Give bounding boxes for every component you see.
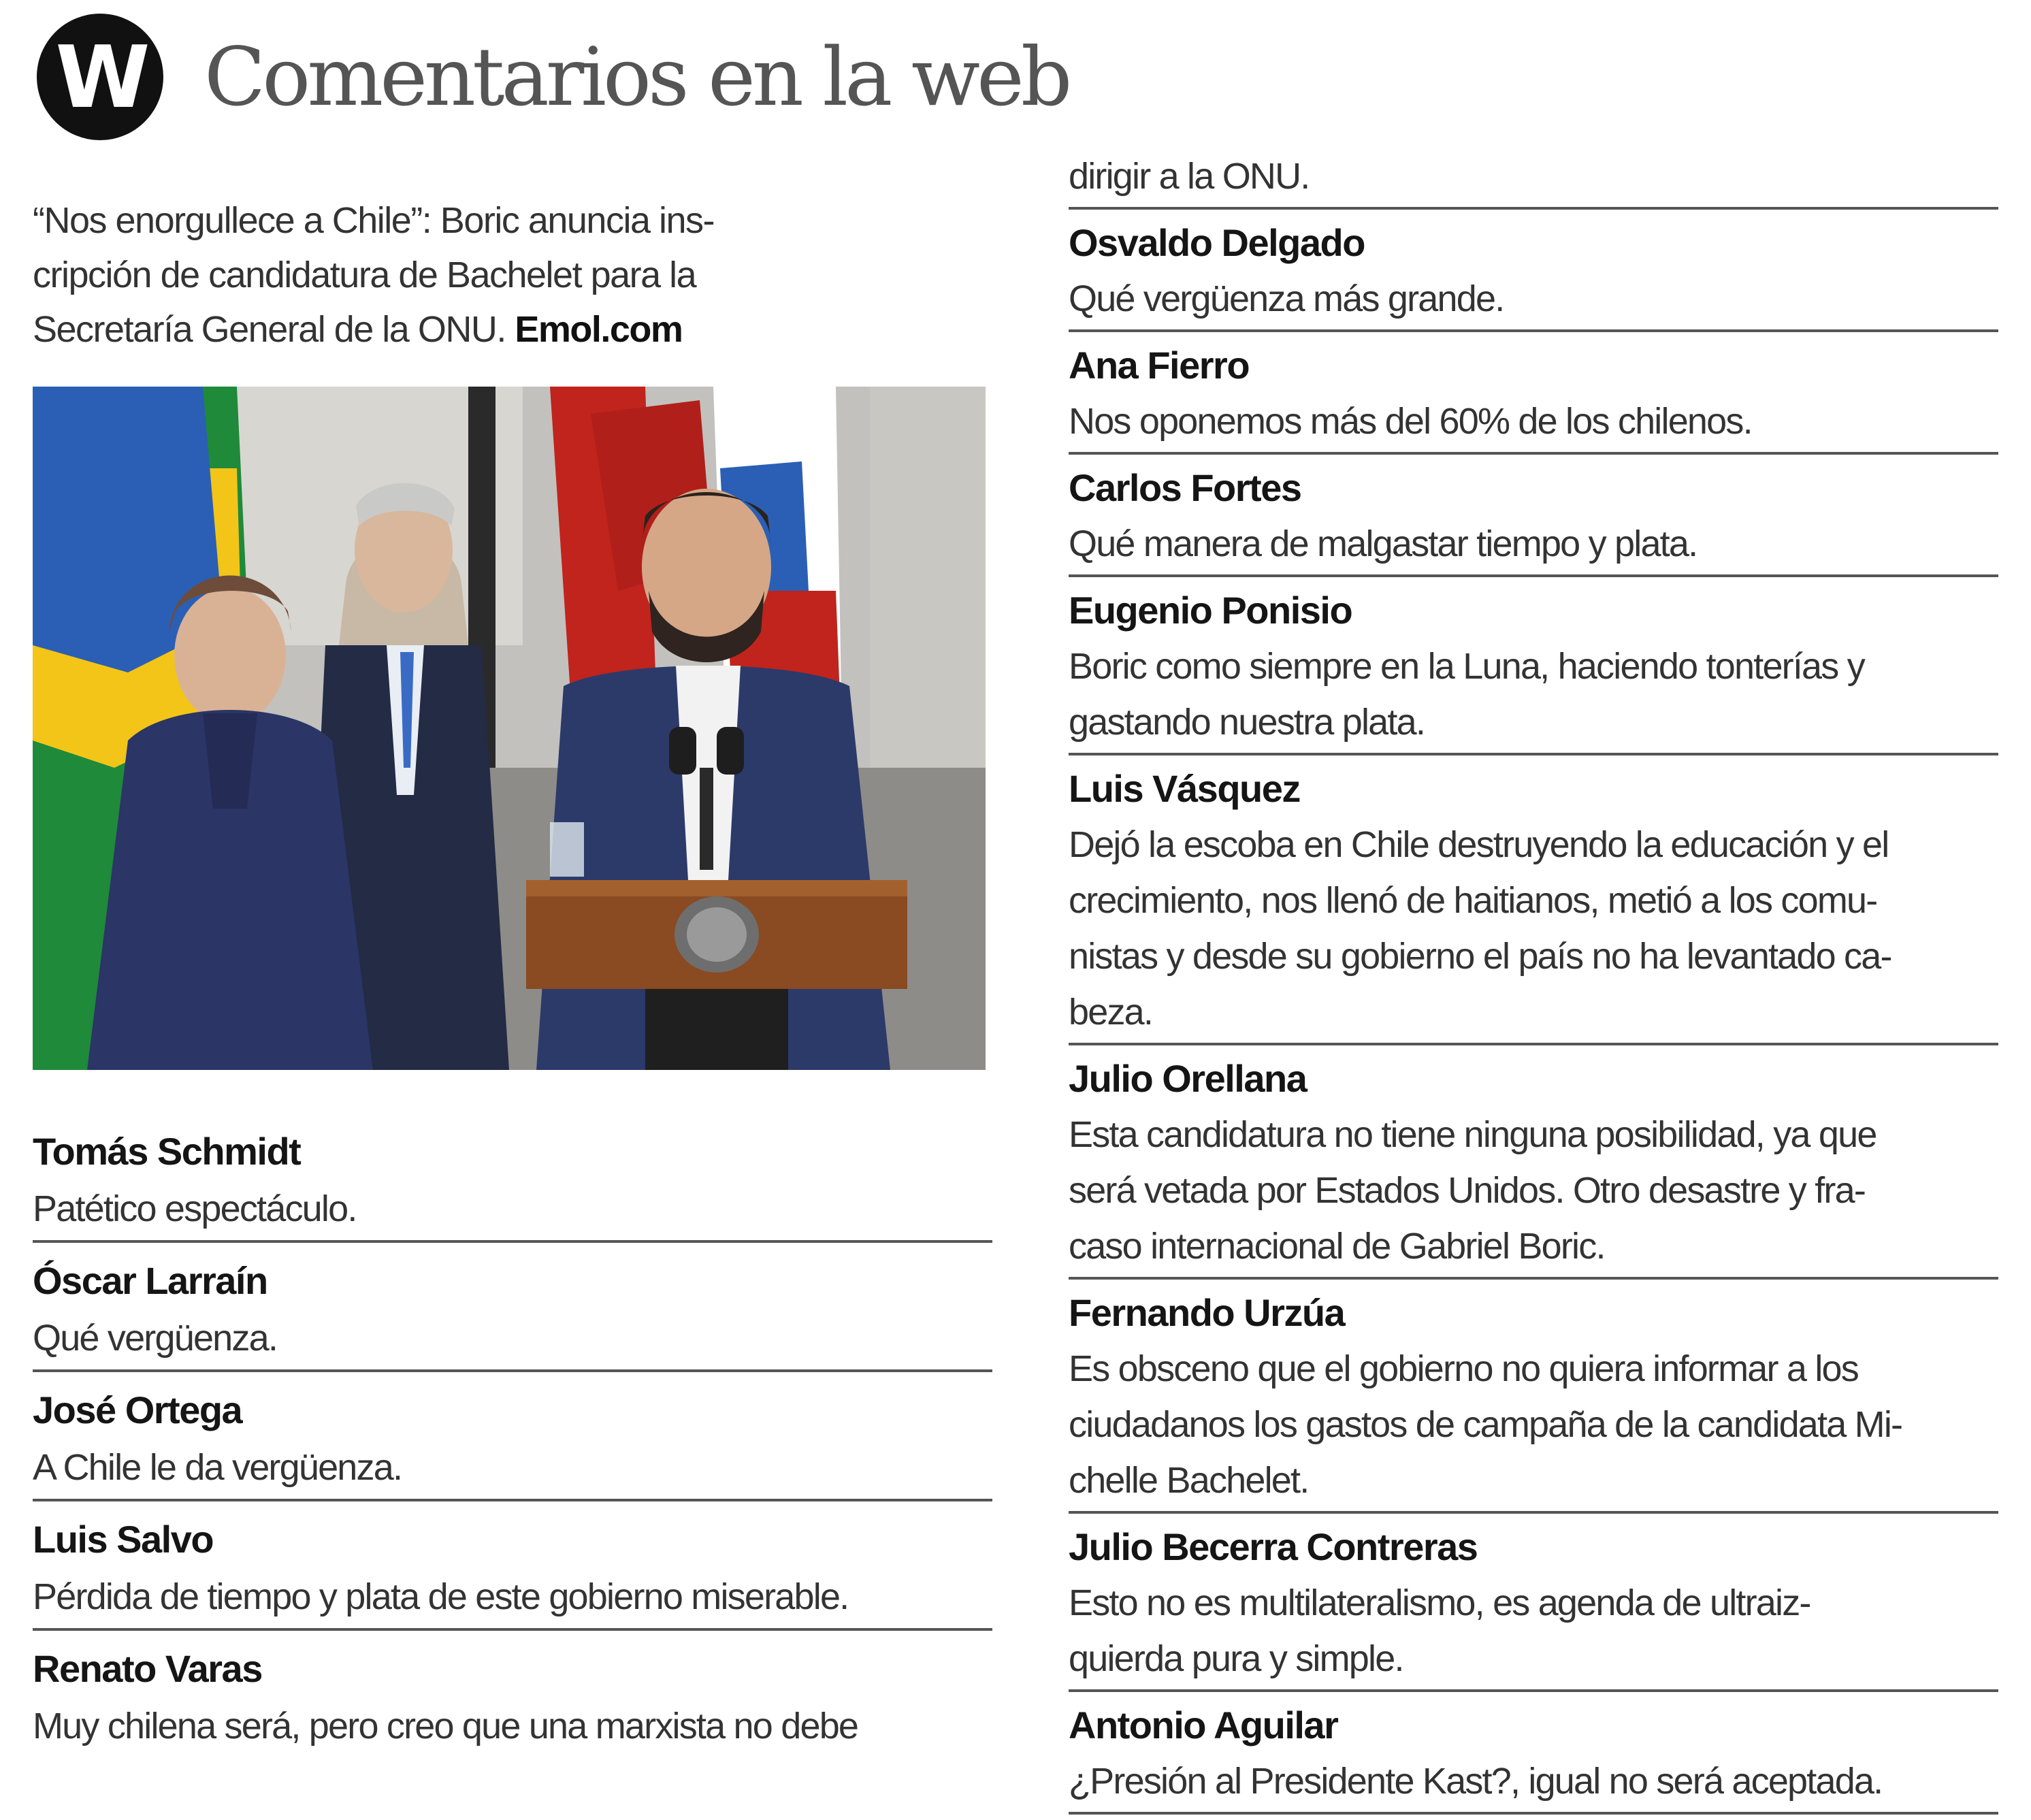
comment-author: Fernando Urzúa bbox=[1069, 1291, 1345, 1334]
article-lead bbox=[33, 193, 802, 357]
comment-author: Renato Varas bbox=[33, 1647, 262, 1690]
comment bbox=[1069, 1285, 1998, 1514]
comment bbox=[1069, 583, 1998, 755]
comment bbox=[1069, 1519, 1998, 1692]
comment-author: José Ortega bbox=[33, 1388, 242, 1431]
comment-line: Dejó la escoba en Chile destruyendo la educación y el bbox=[1069, 824, 1889, 865]
comment-line: ciudadanos los gastos de campaña de la candidata Mi- bbox=[1069, 1404, 1902, 1445]
comment-line: Qué vergüenza. bbox=[33, 1318, 278, 1359]
comment bbox=[33, 1252, 992, 1372]
comment-author: Eugenio Ponisio bbox=[1069, 589, 1352, 632]
comment bbox=[1069, 338, 1998, 455]
comment-line: Patético espectáculo. bbox=[33, 1188, 357, 1229]
comment bbox=[33, 1640, 992, 1757]
comment-line: Muy chilena será, pero creo que una marxista no debe bbox=[33, 1706, 858, 1746]
comment-text bbox=[1069, 1575, 1998, 1687]
web-logo-icon: W bbox=[37, 14, 163, 140]
comment-text bbox=[33, 1180, 992, 1237]
comment-line: Qué manera de malgastar tiempo y plata. bbox=[1069, 523, 1697, 564]
comment-author: Julio Orellana bbox=[1069, 1057, 1307, 1100]
comment bbox=[33, 1511, 992, 1631]
comment-line: Boric como siempre en la Luna, haciendo tonterías y bbox=[1069, 646, 1864, 687]
comment-line: gastando nuestra plata. bbox=[1069, 702, 1425, 743]
comment bbox=[1069, 1697, 1998, 1815]
comment-text bbox=[1069, 1753, 1998, 1809]
comment bbox=[33, 1123, 992, 1243]
comment-text bbox=[1069, 516, 1998, 572]
comment-line: Qué vergüenza más grande. bbox=[1069, 278, 1504, 319]
comment-text bbox=[1069, 817, 1998, 1040]
comment-author: Óscar Larraín bbox=[33, 1259, 267, 1302]
headline-line: “Nos enorgullece a Chile”: Boric anuncia ins- bbox=[33, 200, 715, 241]
comment-text bbox=[1069, 393, 1998, 449]
press-photo-image bbox=[33, 387, 986, 1070]
comment bbox=[1069, 1051, 1998, 1280]
comment-author: Luis Vásquez bbox=[1069, 767, 1300, 810]
comment-line: caso internacional de Gabriel Boric. bbox=[1069, 1226, 1605, 1267]
article-source: Emol.com bbox=[515, 309, 683, 350]
comment-line: Esto no es multilateralismo, es agenda de ultraiz- bbox=[1069, 1582, 1810, 1623]
comment-author: Ana Fierro bbox=[1069, 344, 1250, 387]
comment-author: Osvaldo Delgado bbox=[1069, 221, 1365, 264]
comment-line: Esta candidatura no tiene ninguna posibilidad, ya que bbox=[1069, 1114, 1876, 1155]
comment-text bbox=[1069, 1107, 1998, 1274]
comment-text bbox=[1069, 1341, 1998, 1508]
comments-column-left bbox=[33, 1123, 992, 1767]
comment bbox=[1069, 460, 1998, 577]
comment-line: crecimiento, nos llenó de haitianos, metió a los comu- bbox=[1069, 880, 1877, 921]
comment-line: chelle Bachelet. bbox=[1069, 1460, 1309, 1501]
comment-author: Luis Salvo bbox=[33, 1518, 214, 1561]
comment-text bbox=[33, 1439, 992, 1496]
section-title: Comentarios en la web bbox=[204, 30, 1069, 124]
comment-line: dirigir a la ONU. bbox=[1069, 156, 1310, 197]
comment-line: Nos oponemos más del 60% de los chilenos. bbox=[1069, 401, 1752, 442]
comment-line: ¿Presión al Presidente Kast?, igual no será aceptada. bbox=[1069, 1761, 1883, 1802]
comment-author: Tomás Schmidt bbox=[33, 1130, 301, 1173]
comments-column-right bbox=[1069, 148, 1998, 1820]
comment-text bbox=[1069, 638, 1998, 750]
comment-text bbox=[33, 1310, 992, 1367]
comment-line: Es obsceno que el gobierno no quiera informar a los bbox=[1069, 1348, 1858, 1389]
comment bbox=[33, 1382, 992, 1501]
comment-line: A Chile le da vergüenza. bbox=[33, 1447, 402, 1488]
comment-text bbox=[1069, 271, 1998, 327]
comment-text bbox=[33, 1568, 992, 1625]
comment-continuation bbox=[1069, 148, 1998, 210]
section-header bbox=[37, 12, 1069, 142]
comment bbox=[1069, 761, 1998, 1045]
comment-author: Julio Becerra Contreras bbox=[1069, 1525, 1478, 1568]
headline-line: cripción de candidatura de Bachelet para la bbox=[33, 255, 696, 295]
comment bbox=[1069, 215, 1998, 332]
comment-line: nistas y desde su gobierno el país no ha levantado ca- bbox=[1069, 936, 1891, 977]
comment-author: Carlos Fortes bbox=[1069, 466, 1301, 509]
comment-line: beza. bbox=[1069, 992, 1153, 1033]
news-photo bbox=[33, 387, 986, 1070]
comment-text bbox=[1069, 148, 1998, 204]
comment-line: Pérdida de tiempo y plata de este gobierno miserable. bbox=[33, 1576, 849, 1617]
comment-line: quierda pura y simple. bbox=[1069, 1638, 1403, 1679]
comment-author: Antonio Aguilar bbox=[1069, 1704, 1338, 1746]
comment-text bbox=[33, 1697, 992, 1755]
comment-line: será vetada por Estados Unidos. Otro desastre y fra- bbox=[1069, 1170, 1865, 1211]
headline-line: Secretaría General de la ONU. bbox=[33, 309, 506, 350]
